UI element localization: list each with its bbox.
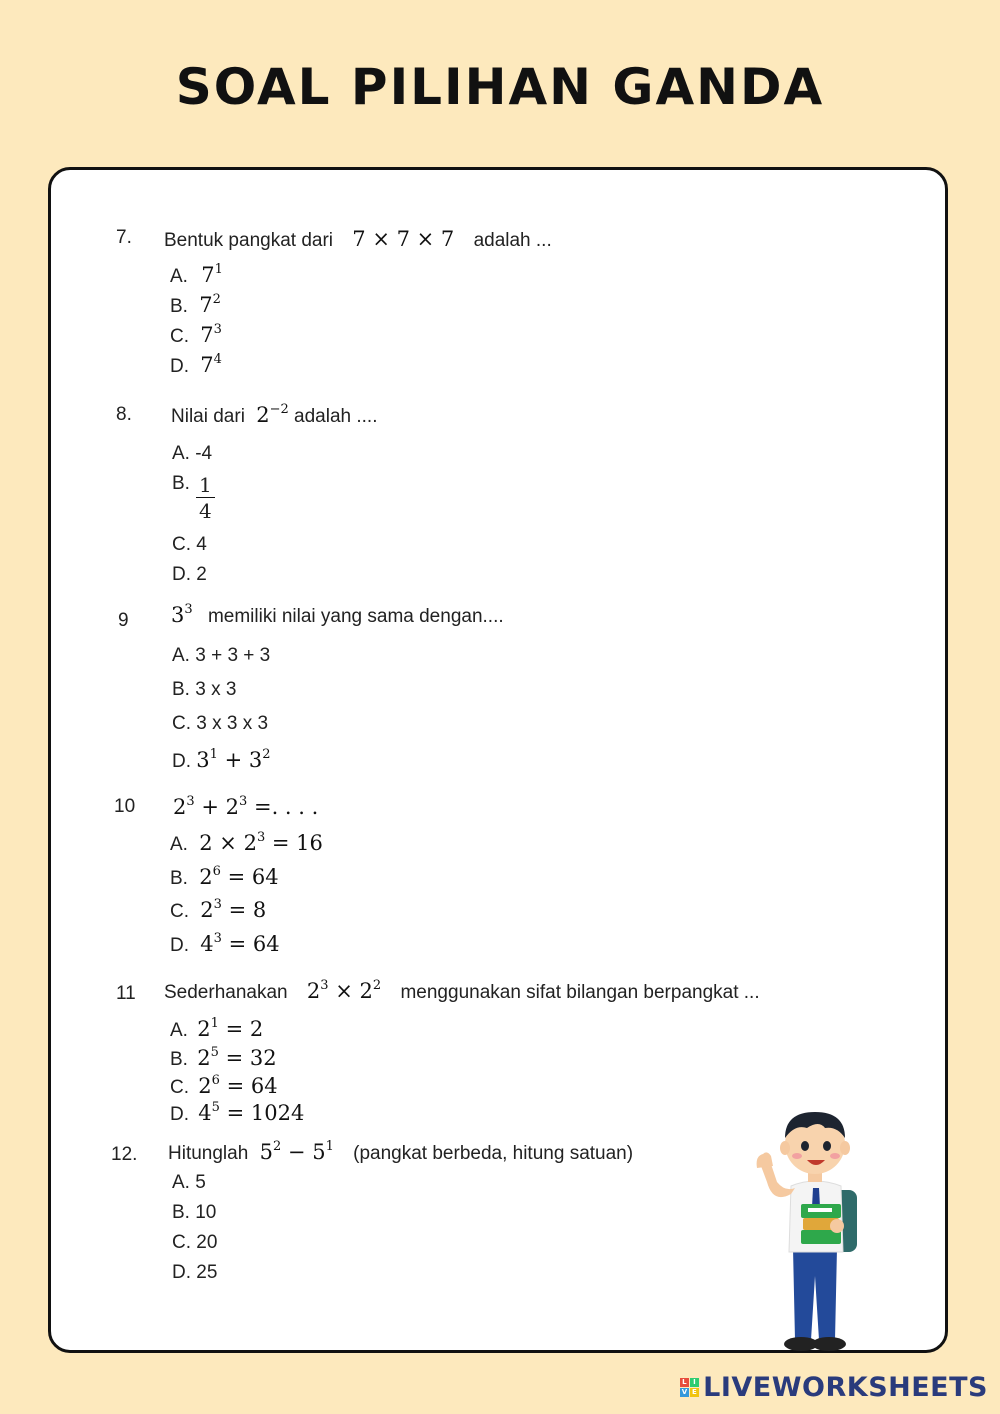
option-c[interactable]: C. $7^3$ (170, 322, 222, 347)
option-b[interactable]: B. $2^5 = 32$ (170, 1045, 277, 1070)
question-number: 12. (111, 1144, 138, 1165)
question-stem: Nilai dari $2^{-2}$ adalah .... (171, 402, 378, 427)
question-number: 10 (114, 796, 136, 817)
math-expression: 7 × 7 × 7 (352, 227, 455, 251)
option-a[interactable]: A. $2^1 = 2$ (170, 1016, 264, 1041)
option-b[interactable]: B. 3 x 3 (172, 679, 237, 700)
option-c[interactable]: C. 3 x 3 x 3 (172, 713, 269, 734)
math-expression: $3^3$ (171, 602, 193, 627)
option-a[interactable]: A. 5 (172, 1172, 206, 1193)
option-a[interactable]: A. $2 \times 2^3 = 16$ (170, 830, 323, 855)
math-expression: $5^2 - 5^1$ (259, 1139, 334, 1164)
question-stem: $3^3$ memiliki nilai yang sama dengan.... (171, 602, 504, 627)
option-d[interactable]: D. $4^5 = 1024$ (170, 1100, 305, 1125)
question-stem: Bentuk pangkat dari 7 × 7 × 7 adalah ... (164, 227, 552, 251)
option-b[interactable]: B. $\frac{1}{4}$ (172, 473, 215, 524)
option-a[interactable]: A. -4 (172, 443, 213, 464)
student-illustration (745, 1108, 875, 1358)
brand-text: LIVEWORKSHEETS (703, 1372, 988, 1403)
option-a[interactable]: A. 3 + 3 + 3 (172, 645, 271, 666)
option-d[interactable]: D. $4^3 = 64$ (170, 931, 280, 956)
option-d[interactable]: D. $7^4$ (170, 352, 222, 377)
option-b[interactable]: B. 10 (172, 1202, 217, 1223)
option-c[interactable]: C. 4 (172, 534, 207, 555)
option-a[interactable]: A. $7^1$ (170, 262, 223, 287)
liveworksheets-logo (680, 1372, 988, 1403)
option-b[interactable]: B. $7^2$ (170, 292, 221, 317)
option-c[interactable]: C. 20 (172, 1232, 218, 1253)
math-expression: $2^3 + 2^3$ =. . . . (173, 794, 319, 819)
option-c[interactable]: C. $2^6 = 64$ (170, 1073, 278, 1098)
option-d[interactable]: D. $3^1 + 3^2$ (172, 747, 271, 772)
page-title: SOAL PILIHAN GANDA (175, 58, 825, 116)
option-d[interactable]: D. 2 (172, 564, 207, 585)
question-number: 8. (116, 404, 132, 425)
question-stem (173, 794, 318, 820)
question-stem: Sederhanakan $2^3 \times 2^2$ menggunakan sifat bilangan berpangkat ... (164, 978, 760, 1003)
math-expression: $2^{-2}$ (256, 402, 289, 427)
option-b[interactable]: B. $2^6 = 64$ (170, 864, 279, 889)
question-number: 7. (116, 227, 132, 248)
question-number: 11 (116, 983, 136, 1004)
brand-mark-icon: L I V E (681, 1378, 698, 1396)
question-number: 9 (118, 610, 129, 631)
fraction: $\frac{1}{4}$ (196, 473, 215, 524)
option-d[interactable]: D. 25 (172, 1262, 218, 1283)
option-c[interactable]: C. $2^3 = 8$ (170, 897, 267, 922)
question-stem: Hitunglah $5^2 - 5^1$ (pangkat berbeda, hitung satuan) (168, 1139, 634, 1164)
math-expression: $2^3 \times 2^2$ (306, 978, 382, 1003)
